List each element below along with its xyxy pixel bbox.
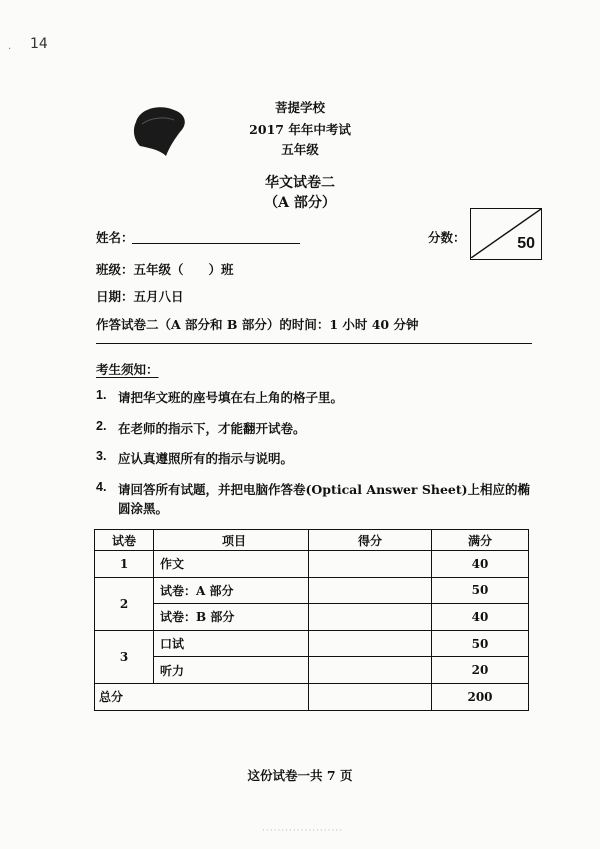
item-cell: 听力 xyxy=(154,657,309,684)
page-count-footer: 这份试卷一共 7 页 xyxy=(247,768,353,783)
score-summary-table xyxy=(94,529,529,711)
rule-text: 应认真遵照所有的指示与说明。 xyxy=(118,451,294,466)
table-row xyxy=(95,657,529,684)
max-cell: 40 xyxy=(432,604,529,631)
date-field: 日期：五月八日 xyxy=(96,289,184,304)
school-name: 菩提学校 xyxy=(274,100,325,115)
table-row xyxy=(95,604,529,631)
max-cell: 50 xyxy=(432,630,529,657)
header-max: 满分 xyxy=(432,530,529,551)
table-row xyxy=(95,551,529,578)
table-row xyxy=(95,630,529,657)
scan-artifact: ····················· xyxy=(262,826,344,836)
header-item: 项目 xyxy=(154,530,309,551)
exam-name: 2017 年年中考试 xyxy=(249,122,351,137)
total-score-cell xyxy=(309,683,432,710)
rule-text: 请把华文班的座号填在右上角的格子里。 xyxy=(118,390,344,405)
paper-cell: 2 xyxy=(95,577,154,630)
item-cell: 口试 xyxy=(154,630,309,657)
handwritten-page-number: 14 xyxy=(30,36,48,52)
paper-cell: 3 xyxy=(95,630,154,683)
rule-number: 3. xyxy=(96,449,107,463)
paper-title: 华文试卷二 xyxy=(265,175,335,191)
total-max-cell: 200 xyxy=(432,683,529,710)
section-divider xyxy=(96,343,532,344)
paper-cell: 1 xyxy=(95,551,154,578)
rule-number: 4. xyxy=(96,480,107,494)
score-cell xyxy=(309,657,432,684)
score-label: 分数： xyxy=(428,230,466,245)
score-cell xyxy=(309,577,432,604)
notice-rule xyxy=(96,419,536,438)
max-cell: 40 xyxy=(432,551,529,578)
table-header-row xyxy=(95,530,529,551)
max-cell: 50 xyxy=(432,577,529,604)
score-total: 50 xyxy=(517,235,535,252)
rule-number: 2. xyxy=(96,419,107,433)
scan-speck: · xyxy=(8,44,12,55)
grade-name: 五年级 xyxy=(281,142,319,157)
item-cell: 试卷：A 部分 xyxy=(154,577,309,604)
max-cell: 20 xyxy=(432,657,529,684)
notice-rule xyxy=(96,480,536,518)
score-cell xyxy=(309,630,432,657)
item-cell: 作文 xyxy=(154,551,309,578)
name-blank-line xyxy=(132,243,300,244)
item-cell: 试卷：B 部分 xyxy=(154,604,309,631)
total-label: 总分 xyxy=(95,683,309,710)
rule-text: 在老师的指示下，才能翻开试卷。 xyxy=(118,421,306,436)
table-total-row xyxy=(95,683,529,710)
class-field: 班级：五年级（ ）班 xyxy=(96,262,234,277)
notice-rule xyxy=(96,449,536,468)
duration-text: 作答试卷二（A 部分和 B 部分）的时间：1 小时 40 分钟 xyxy=(96,317,419,332)
rule-number: 1. xyxy=(96,388,107,402)
notice-heading: 考生须知： xyxy=(96,362,159,377)
paper-part: （A 部分） xyxy=(264,195,336,211)
header-paper: 试卷 xyxy=(95,530,154,551)
header-score: 得分 xyxy=(309,530,432,551)
name-label: 姓名： xyxy=(96,230,134,245)
score-box xyxy=(470,208,542,260)
rule-text: 请回答所有试题，并把电脑作答卷(Optical Answer Sheet)上相应的椭圆涂黑。 xyxy=(118,482,531,516)
notice-rule xyxy=(96,388,536,407)
score-cell xyxy=(309,551,432,578)
score-cell xyxy=(309,604,432,631)
table-row xyxy=(95,577,529,604)
